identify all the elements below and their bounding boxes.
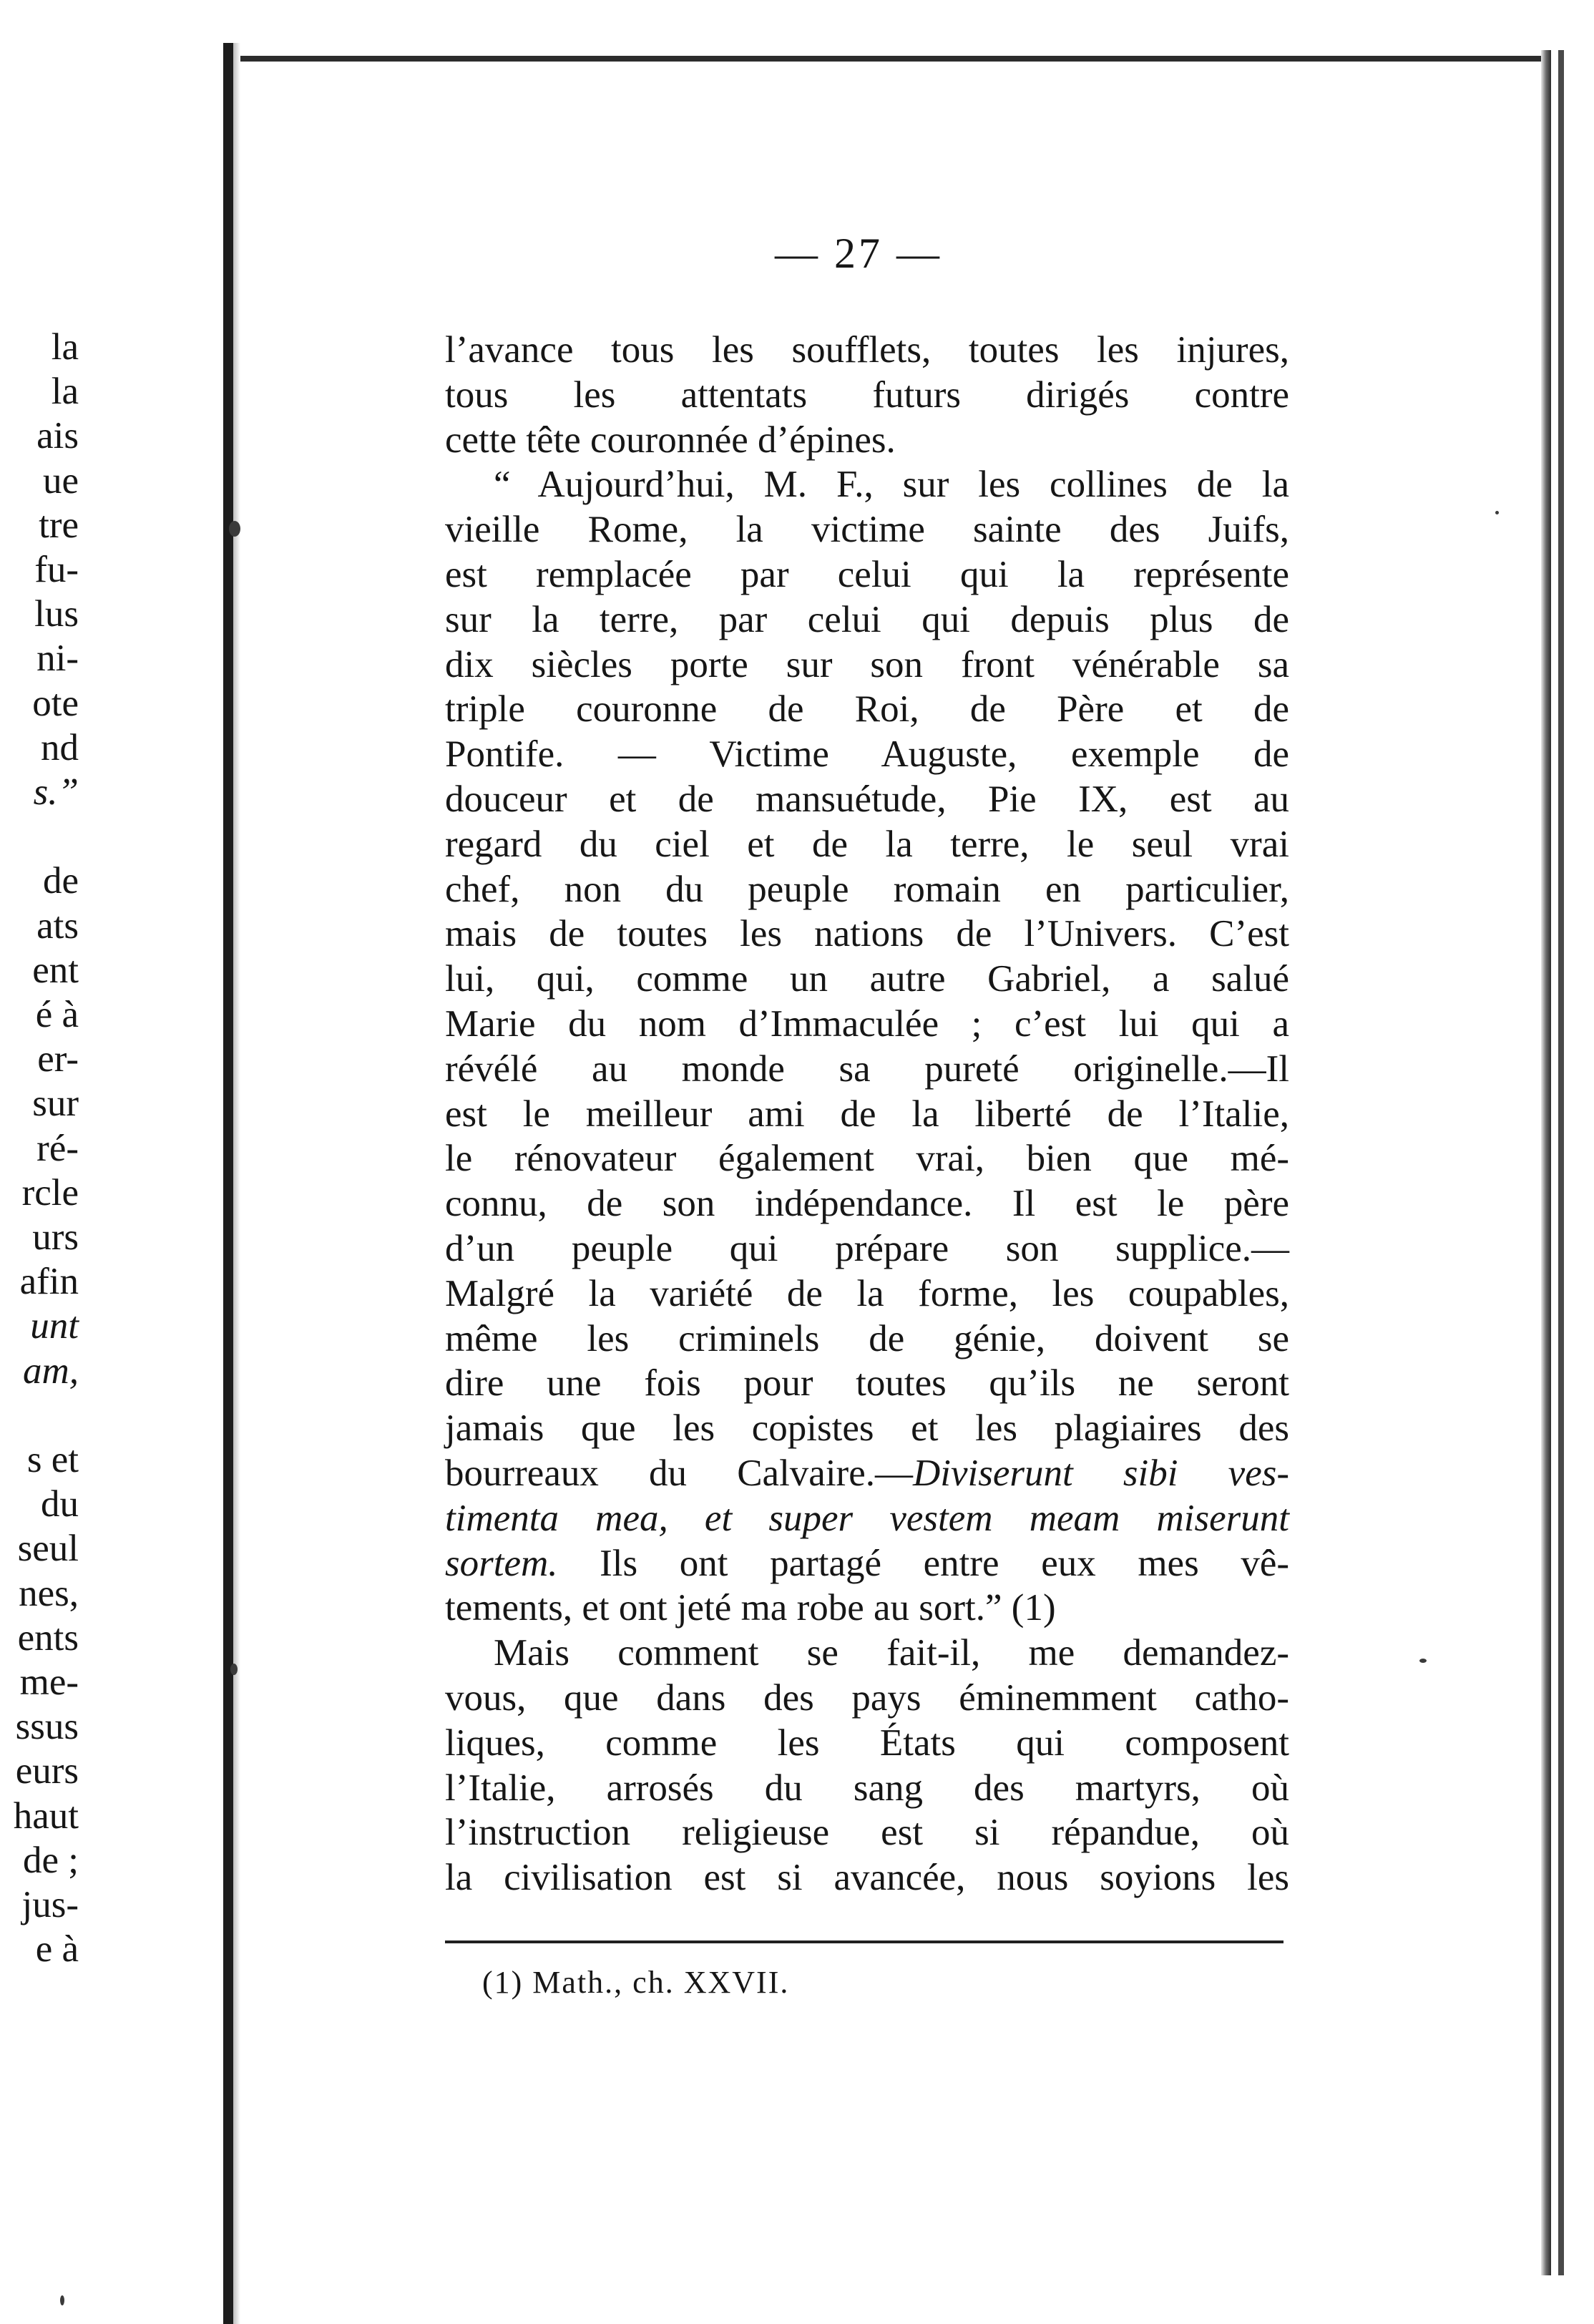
text-segment: jamais que les copistes et les plagiaires des bbox=[445, 1407, 1289, 1450]
italic-segment: Diviserunt sibi ves- bbox=[912, 1452, 1289, 1494]
text-line bbox=[445, 1586, 1289, 1631]
left-page-line: unt bbox=[30, 1305, 79, 1347]
text-segment: chef, non du peuple romain en particulier, bbox=[445, 868, 1289, 910]
text-line bbox=[445, 912, 1289, 957]
footnote: (1) Math., ch. XXVII. bbox=[482, 1965, 790, 2000]
text-line bbox=[445, 1226, 1289, 1271]
text-line bbox=[445, 1361, 1289, 1406]
left-page-line: afin bbox=[19, 1261, 79, 1303]
text-segment: tements, et ont jeté ma robe au sort.” (1) bbox=[445, 1587, 1056, 1629]
text-line bbox=[445, 507, 1289, 552]
left-page-line: me- bbox=[19, 1661, 79, 1703]
text-segment: sur la terre, par celui qui depuis plus de bbox=[445, 598, 1289, 640]
left-page-line: rcle bbox=[21, 1171, 79, 1214]
text-line bbox=[445, 1002, 1289, 1047]
text-segment: Marie du nom d’Immaculée ; c’est lui qui a bbox=[445, 1002, 1289, 1045]
page-top-edge bbox=[228, 56, 1544, 62]
text-line bbox=[445, 1810, 1289, 1855]
ink-spot bbox=[60, 2295, 64, 2305]
left-page-line: s.” bbox=[33, 771, 79, 813]
left-page-line: eurs bbox=[15, 1750, 79, 1792]
left-page-line: lus bbox=[34, 593, 79, 635]
text-line bbox=[445, 373, 1289, 418]
left-page-line: ote bbox=[32, 682, 79, 724]
left-page-line: de ; bbox=[23, 1839, 79, 1881]
ink-spot bbox=[229, 521, 240, 537]
text-line bbox=[445, 1136, 1289, 1181]
footnote-rule bbox=[445, 1940, 1283, 1943]
text-segment: mais de toutes les nations de l’Univers. C’est bbox=[445, 913, 1289, 955]
text-segment: la civilisation est si avancée, nous soyions les bbox=[445, 1857, 1289, 1899]
left-page-line: ats bbox=[36, 904, 79, 947]
left-page-line: ent bbox=[32, 949, 79, 991]
text-segment: douceur et de mansuétude, Pie IX, est au bbox=[445, 778, 1289, 820]
text-segment: liques, comme les États qui composent bbox=[445, 1722, 1289, 1764]
italic-segment: sortem. bbox=[445, 1542, 558, 1584]
left-page-line: du bbox=[41, 1483, 79, 1525]
text-line bbox=[445, 777, 1289, 822]
text-line bbox=[445, 1451, 1289, 1496]
text-segment: l’Italie, arrosés du sang des martyrs, où bbox=[445, 1767, 1289, 1809]
text-line bbox=[445, 1631, 1289, 1676]
text-segment: Ils ont partagé entre eux mes vê- bbox=[557, 1542, 1289, 1584]
text-line bbox=[445, 867, 1289, 912]
text-line bbox=[445, 418, 1289, 463]
text-segment: Pontife. — Victime Auguste, exemple de bbox=[445, 733, 1289, 776]
left-page-line: la bbox=[51, 326, 79, 368]
text-line bbox=[445, 643, 1289, 688]
italic-segment: timenta mea, et super vestem meam miserunt bbox=[445, 1497, 1289, 1539]
text-line bbox=[445, 1047, 1289, 1092]
left-page-line: é à bbox=[35, 994, 79, 1035]
text-line bbox=[445, 328, 1289, 373]
text-segment: Malgré la variété de la forme, les coupables, bbox=[445, 1272, 1289, 1314]
text-line bbox=[445, 1317, 1289, 1362]
text-segment: d’un peuple qui prépare son supplice.— bbox=[445, 1227, 1289, 1269]
text-line bbox=[445, 462, 1289, 507]
left-page-line: la bbox=[51, 371, 79, 413]
text-segment: triple couronne de Roi, de Père et de bbox=[445, 688, 1289, 731]
text-line bbox=[445, 552, 1289, 597]
page-right-edge bbox=[1541, 50, 1551, 2275]
left-page-line: urs bbox=[32, 1216, 79, 1258]
left-page-line: sur bbox=[32, 1083, 79, 1125]
left-page-line: ré- bbox=[36, 1127, 79, 1169]
text-segment: révélé au monde sa pureté originelle.—Il bbox=[445, 1048, 1289, 1090]
text-line bbox=[445, 1855, 1289, 1900]
text-segment: regard du ciel et de la terre, le seul vrai bbox=[445, 823, 1289, 865]
left-page-line: s et bbox=[26, 1439, 79, 1480]
text-line bbox=[445, 732, 1289, 777]
text-line bbox=[445, 957, 1289, 1002]
text-segment: vieille Rome, la victime sainte des Juifs, bbox=[445, 509, 1289, 551]
ink-spot bbox=[1419, 1659, 1427, 1663]
text-segment: cette tête couronnée d’épines. bbox=[445, 419, 896, 461]
text-segment: l’avance tous les soufflets, toutes les injures, bbox=[445, 329, 1289, 371]
book-gutter bbox=[223, 43, 233, 2324]
page-right-edge-line bbox=[1558, 50, 1564, 2275]
text-line bbox=[445, 1496, 1289, 1541]
left-page-line: ais bbox=[36, 415, 79, 457]
left-page-line: fu- bbox=[34, 549, 79, 590]
text-segment: Mais comment se fait-il, me demandez- bbox=[494, 1632, 1289, 1674]
left-page-line: ssus bbox=[15, 1706, 79, 1748]
left-page-line: nes, bbox=[19, 1572, 79, 1614]
text-segment: est le meilleur ami de la liberté de l’Italie, bbox=[445, 1093, 1289, 1135]
text-segment: l’instruction religieuse est si répandue, où bbox=[445, 1812, 1289, 1854]
text-line bbox=[445, 1271, 1289, 1317]
text-line bbox=[445, 1676, 1289, 1721]
text-segment: “ Aujourd’hui, M. F., sur les collines de la bbox=[494, 464, 1289, 506]
text-segment: tous les attentats futurs dirigés contre bbox=[445, 374, 1289, 416]
left-page-line: ue bbox=[42, 459, 79, 502]
ink-spot bbox=[230, 1664, 238, 1675]
ink-spot bbox=[1495, 511, 1499, 514]
left-page-fragment bbox=[0, 0, 228, 2324]
left-page-line: am, bbox=[22, 1349, 79, 1392]
left-page-line: jus- bbox=[21, 1884, 79, 1925]
text-line bbox=[445, 1541, 1289, 1586]
left-page-line: tre bbox=[39, 504, 79, 546]
text-line bbox=[445, 1721, 1289, 1766]
text-segment: est remplacée par celui qui la représente bbox=[445, 553, 1289, 595]
left-page-line: ni- bbox=[36, 638, 79, 680]
text-line bbox=[445, 1092, 1289, 1137]
left-page-text bbox=[0, 0, 79, 2324]
text-segment: le rénovateur également vrai, bien que mé- bbox=[445, 1138, 1289, 1180]
left-page-line: ents bbox=[17, 1616, 79, 1659]
text-line bbox=[445, 1181, 1289, 1226]
text-segment: bourreaux du Calvaire.— bbox=[445, 1452, 913, 1494]
left-page-line: de bbox=[42, 860, 79, 902]
text-segment: lui, qui, comme un autre Gabriel, a salué bbox=[445, 958, 1289, 1000]
text-segment: connu, de son indépendance. Il est le père bbox=[445, 1183, 1289, 1225]
text-segment: dire une fois pour toutes qu’ils ne seront bbox=[445, 1362, 1289, 1405]
text-line bbox=[445, 597, 1289, 643]
text-line bbox=[445, 687, 1289, 732]
body-text bbox=[445, 328, 1289, 1900]
gutter-shadow bbox=[233, 43, 240, 2324]
left-page-line: e à bbox=[35, 1928, 79, 1971]
text-line bbox=[445, 822, 1289, 867]
text-line bbox=[445, 1406, 1289, 1451]
text-line bbox=[445, 1766, 1289, 1811]
left-page-line: haut bbox=[13, 1795, 79, 1837]
text-segment: vous, que dans des pays éminemment catho- bbox=[445, 1676, 1289, 1719]
left-page-line: nd bbox=[41, 726, 79, 768]
left-page-line: seul bbox=[17, 1528, 79, 1570]
page-number: — 27 — bbox=[775, 230, 942, 277]
left-page-line: er- bbox=[37, 1038, 79, 1080]
text-segment: dix siècles porte sur son front vénérable sa bbox=[445, 643, 1289, 685]
text-segment: même les criminels de génie, doivent se bbox=[445, 1317, 1289, 1359]
